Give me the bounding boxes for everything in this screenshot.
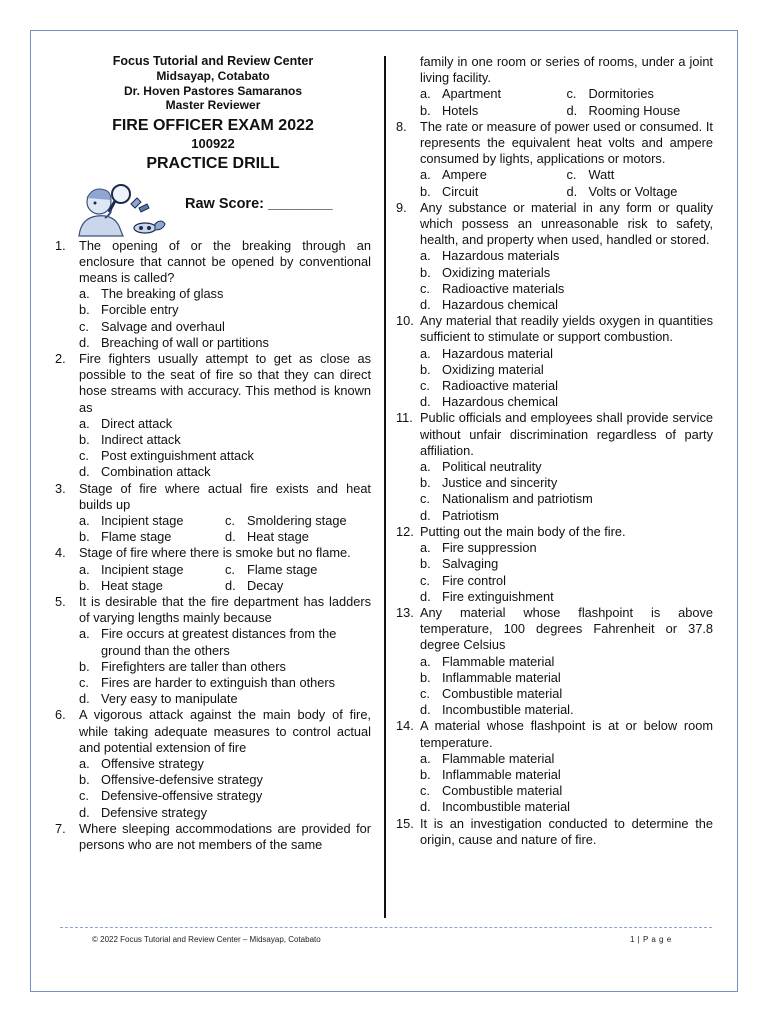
question-text: Public officials and employees shall provide service without unfair discrimination regardless of party affiliation. bbox=[420, 410, 713, 458]
option-a bbox=[420, 540, 713, 556]
option-letter: a. bbox=[420, 540, 431, 556]
option-row bbox=[420, 86, 713, 102]
option-text: Dormitories bbox=[588, 86, 654, 102]
option-a bbox=[79, 562, 225, 578]
option-text: Incipient stage bbox=[101, 512, 184, 528]
question-3 bbox=[55, 481, 371, 513]
option-d bbox=[79, 805, 371, 821]
option-a bbox=[420, 654, 713, 670]
org-name: Focus Tutorial and Review Center bbox=[112, 54, 314, 68]
question-7 bbox=[55, 821, 371, 853]
option-letter: d. bbox=[420, 799, 431, 815]
option-letter: d. bbox=[420, 394, 431, 410]
question-list-right bbox=[396, 54, 713, 848]
option-letter: c. bbox=[79, 448, 89, 464]
option-letter: a. bbox=[79, 512, 90, 528]
question-1 bbox=[55, 238, 371, 287]
option-text: Breaching of wall or partitions bbox=[101, 334, 269, 350]
question-text: family in one room or series of rooms, under a joint living facility. bbox=[420, 54, 713, 86]
option-letter: c. bbox=[79, 788, 89, 804]
option-letter: c. bbox=[420, 491, 430, 507]
question-4 bbox=[55, 545, 371, 561]
option-c bbox=[567, 167, 714, 183]
question-12-options bbox=[420, 540, 713, 605]
option-text: Firefighters are taller than others bbox=[101, 658, 286, 674]
question-number: 8. bbox=[396, 118, 407, 134]
option-text: Incipient stage bbox=[101, 561, 184, 577]
option-text: Ampere bbox=[442, 167, 487, 183]
option-text: Rooming House bbox=[588, 102, 681, 118]
question-number: 4. bbox=[55, 545, 66, 561]
option-b bbox=[420, 670, 713, 686]
question-number: 5. bbox=[55, 593, 66, 609]
option-text: Fires are harder to extinguish than others bbox=[101, 674, 336, 690]
option-letter: d. bbox=[79, 691, 90, 707]
option-text: Flame stage bbox=[101, 529, 172, 545]
option-b bbox=[420, 184, 567, 200]
option-b bbox=[79, 578, 225, 594]
option-c bbox=[79, 788, 371, 804]
option-text: Direct attack bbox=[101, 415, 173, 431]
question-text: Stage of fire where there is smoke but no flame. bbox=[79, 545, 351, 561]
option-c bbox=[420, 783, 713, 799]
option-text: Salvaging bbox=[442, 556, 499, 572]
option-a bbox=[79, 756, 371, 772]
option-letter: d. bbox=[420, 702, 431, 718]
option-letter: b. bbox=[79, 529, 90, 545]
option-d bbox=[420, 297, 713, 313]
option-text: Hazardous chemical bbox=[442, 394, 558, 410]
question-text: Any substance or material in any form or quality which possess an unreasonable risk to safety, health, and property when used, handled or stored. bbox=[420, 199, 713, 248]
option-letter: d. bbox=[566, 102, 578, 118]
option-a bbox=[420, 346, 713, 362]
footer-divider bbox=[60, 927, 712, 928]
option-letter: c. bbox=[79, 318, 89, 334]
option-text: Incombustible material. bbox=[442, 702, 574, 718]
score-row bbox=[55, 176, 371, 238]
option-letter: b. bbox=[420, 264, 431, 280]
question-6 bbox=[55, 707, 371, 756]
option-letter: c. bbox=[225, 561, 235, 577]
question-text: Putting out the main body of the fire. bbox=[420, 523, 626, 539]
option-text: Volts or Voltage bbox=[588, 183, 678, 199]
reviewer-name: Dr. Hoven Pastores Samaranos bbox=[123, 83, 303, 98]
option-d bbox=[420, 508, 713, 524]
option-text: Post extinguishment attack bbox=[101, 448, 254, 464]
option-c bbox=[225, 562, 371, 578]
option-c bbox=[79, 319, 371, 335]
option-text: Fire suppression bbox=[442, 540, 537, 556]
option-b bbox=[420, 556, 713, 572]
option-text: Heat stage bbox=[247, 529, 309, 545]
option-row bbox=[79, 513, 371, 529]
option-text: Combustible material bbox=[442, 783, 563, 799]
option-letter: b. bbox=[79, 772, 90, 788]
question-11 bbox=[396, 410, 713, 459]
question-text: The opening of or the breaking through an enclosure that cannot be opened by conventional means is called? bbox=[79, 237, 371, 285]
option-letter: a. bbox=[420, 86, 431, 102]
option-row bbox=[420, 167, 713, 183]
column-divider bbox=[384, 56, 386, 918]
option-letter: d. bbox=[79, 464, 90, 480]
question-number: 1. bbox=[55, 237, 66, 253]
option-letter: b. bbox=[79, 577, 90, 593]
question-text: Stage of fire where actual fire exists and heat builds up bbox=[79, 480, 371, 512]
question-2-options bbox=[79, 416, 371, 481]
document-header bbox=[55, 54, 371, 174]
option-letter: a. bbox=[420, 750, 431, 766]
option-c bbox=[79, 448, 371, 464]
option-text: Smoldering stage bbox=[247, 512, 347, 528]
option-text: Fire occurs at greatest distances from the ground than the others bbox=[101, 626, 337, 658]
option-letter: d. bbox=[225, 577, 236, 593]
option-text: Incombustible material bbox=[442, 799, 571, 815]
option-letter: a. bbox=[79, 626, 90, 642]
question-number: 14. bbox=[396, 718, 414, 734]
option-text: Hazardous chemical bbox=[442, 297, 558, 313]
option-letter: d. bbox=[420, 507, 431, 523]
question-3-options bbox=[79, 513, 371, 545]
detective-mascot-icon bbox=[69, 178, 181, 238]
option-letter: d. bbox=[225, 529, 236, 545]
question-number: 11. bbox=[396, 410, 413, 426]
option-text: Fire extinguishment bbox=[442, 588, 554, 604]
option-c bbox=[420, 281, 713, 297]
option-text: Combination attack bbox=[101, 464, 211, 480]
option-d bbox=[225, 529, 371, 545]
option-letter: c. bbox=[420, 572, 430, 588]
option-text: Flammable material bbox=[442, 750, 555, 766]
question-number: 15. bbox=[396, 815, 414, 831]
option-text: Hazardous materials bbox=[442, 248, 560, 264]
option-text: Fire control bbox=[442, 572, 507, 588]
question-number: 3. bbox=[55, 480, 66, 496]
question-text: Fire fighters usually attempt to get as close as possible to the seat of fire so that they can direct hose streams with accuracy. This method is known as bbox=[79, 350, 371, 415]
option-a bbox=[79, 416, 371, 432]
option-text: Oxidizing material bbox=[442, 361, 544, 377]
question-text: A vigorous attack against the main body of fire, while taking adequate measures to control actual and potential extension of fire bbox=[79, 707, 371, 755]
option-letter: b. bbox=[420, 475, 431, 491]
option-letter: d. bbox=[79, 804, 90, 820]
option-row bbox=[79, 562, 371, 578]
option-text: Salvage and overhaul bbox=[101, 318, 225, 334]
question-12 bbox=[396, 524, 713, 540]
question-4-options bbox=[79, 562, 371, 594]
question-text: It is desirable that the fire department has ladders of varying lengths mainly because bbox=[79, 593, 371, 626]
question-number: 2. bbox=[55, 350, 66, 366]
option-text: Offensive-defensive strategy bbox=[101, 772, 263, 788]
drill-title: PRACTICE DRILL bbox=[146, 154, 280, 172]
option-letter: a. bbox=[420, 459, 431, 475]
option-text: Watt bbox=[588, 167, 615, 183]
option-text: Circuit bbox=[442, 183, 479, 199]
question-1-options bbox=[79, 286, 371, 351]
question-13-options bbox=[420, 654, 713, 719]
option-letter: a. bbox=[420, 167, 431, 183]
option-letter: b. bbox=[420, 183, 431, 199]
question-text: Any material that readily yields oxygen in quantities sufficient to stimulate or support combustion. bbox=[420, 313, 713, 345]
option-letter: d. bbox=[420, 297, 431, 313]
question-5-options bbox=[79, 626, 371, 707]
option-text: Defensive strategy bbox=[101, 804, 207, 820]
option-b bbox=[420, 265, 713, 281]
option-letter: b. bbox=[420, 102, 431, 118]
option-letter: b. bbox=[79, 658, 90, 674]
option-text: Oxidizing materials bbox=[442, 264, 551, 280]
question-2 bbox=[55, 351, 371, 416]
option-c bbox=[225, 513, 371, 529]
question-13 bbox=[396, 605, 713, 654]
option-text: Hotels bbox=[442, 102, 479, 118]
option-letter: a. bbox=[79, 415, 90, 431]
option-text: Apartment bbox=[442, 86, 502, 102]
question-11-options bbox=[420, 459, 713, 524]
question-list-left bbox=[55, 238, 371, 854]
option-c bbox=[420, 378, 713, 394]
option-d bbox=[420, 799, 713, 815]
question-number: 12. bbox=[396, 523, 414, 539]
question-8 bbox=[396, 119, 713, 168]
option-letter: c. bbox=[566, 86, 577, 102]
option-text: Combustible material bbox=[442, 685, 563, 701]
option-a bbox=[420, 751, 713, 767]
option-letter: c. bbox=[420, 685, 430, 701]
option-a bbox=[79, 286, 371, 302]
option-row bbox=[420, 103, 713, 119]
option-text: Heat stage bbox=[101, 577, 163, 593]
option-text: Flame stage bbox=[247, 561, 318, 577]
option-letter: b. bbox=[420, 669, 431, 685]
option-text: Indirect attack bbox=[101, 431, 181, 447]
option-d bbox=[225, 578, 371, 594]
option-letter: b. bbox=[420, 766, 431, 782]
option-letter: b. bbox=[79, 302, 90, 318]
question-7-continued bbox=[396, 54, 713, 86]
option-a bbox=[79, 626, 371, 658]
option-text: Forcible entry bbox=[101, 302, 179, 318]
question-10 bbox=[396, 313, 713, 345]
option-d bbox=[420, 702, 713, 718]
option-letter: a. bbox=[420, 653, 431, 669]
option-d bbox=[79, 464, 371, 480]
question-text: The rate or measure of power used or consumed. It represents the equivalent heat volts and ampere consumed by lights, applications or motors. bbox=[420, 118, 713, 167]
option-b bbox=[79, 302, 371, 318]
left-column bbox=[55, 54, 371, 853]
option-a bbox=[420, 248, 713, 264]
option-text: Radioactive materials bbox=[442, 280, 565, 296]
option-letter: d. bbox=[420, 588, 431, 604]
question-9 bbox=[396, 200, 713, 249]
option-text: The breaking of glass bbox=[101, 286, 224, 302]
question-number: 9. bbox=[396, 199, 407, 215]
option-text: Very easy to manipulate bbox=[101, 691, 238, 707]
question-number: 7. bbox=[55, 820, 66, 836]
option-letter: d. bbox=[566, 183, 578, 199]
option-b bbox=[420, 475, 713, 491]
question-text: A material whose flashpoint is at or below room temperature. bbox=[420, 718, 713, 750]
option-a bbox=[420, 459, 713, 475]
option-letter: b. bbox=[79, 431, 90, 447]
question-number: 13. bbox=[396, 604, 414, 620]
option-letter: c. bbox=[566, 167, 577, 183]
question-9-options bbox=[420, 248, 713, 313]
option-row bbox=[79, 529, 371, 545]
option-letter: c. bbox=[79, 674, 89, 690]
option-d bbox=[79, 691, 371, 707]
option-letter: c. bbox=[225, 512, 235, 528]
option-letter: c. bbox=[420, 783, 430, 799]
question-text: Where sleeping accommodations are provided for persons who are not members of the same bbox=[79, 820, 371, 853]
option-text: Radioactive material bbox=[442, 378, 558, 394]
option-c bbox=[420, 491, 713, 507]
option-text: Inflammable material bbox=[442, 766, 561, 782]
option-text: Patriotism bbox=[442, 507, 499, 523]
option-b bbox=[79, 529, 225, 545]
option-text: Decay bbox=[247, 577, 284, 593]
question-15 bbox=[396, 816, 713, 848]
option-b bbox=[79, 659, 371, 675]
option-letter: a. bbox=[420, 248, 431, 264]
option-d bbox=[567, 184, 714, 200]
exam-title: FIRE OFFICER EXAM 2022 bbox=[112, 116, 314, 134]
option-letter: a. bbox=[420, 345, 431, 361]
option-text: Defensive-offensive strategy bbox=[101, 788, 263, 804]
option-text: Justice and sincerity bbox=[442, 475, 558, 491]
option-c bbox=[79, 675, 371, 691]
option-letter: c. bbox=[420, 280, 430, 296]
org-location: Midsayap, Cotabato bbox=[156, 69, 270, 83]
question-text: Any material whose flashpoint is above temperature, 100 degrees Fahrenheit or 37.8 degree Celsius bbox=[420, 604, 713, 653]
option-letter: a. bbox=[79, 756, 90, 771]
option-b bbox=[79, 432, 371, 448]
question-14-options bbox=[420, 751, 713, 816]
option-c bbox=[420, 686, 713, 702]
question-number: 10. bbox=[396, 313, 414, 329]
option-b bbox=[79, 772, 371, 788]
option-text: Inflammable material bbox=[442, 669, 561, 685]
option-text: Offensive strategy bbox=[101, 756, 204, 771]
question-10-options bbox=[420, 346, 713, 411]
question-number: 6. bbox=[55, 707, 66, 723]
option-letter: c. bbox=[420, 378, 430, 394]
page-number: 1 | P a g e bbox=[630, 935, 672, 944]
question-6-options bbox=[79, 756, 371, 821]
right-column bbox=[396, 54, 713, 848]
option-b bbox=[420, 362, 713, 378]
option-row bbox=[79, 578, 371, 594]
option-text: Hazardous material bbox=[442, 345, 553, 361]
option-row bbox=[420, 184, 713, 200]
option-d bbox=[420, 394, 713, 410]
option-c bbox=[420, 573, 713, 589]
option-d bbox=[420, 589, 713, 605]
option-text: Nationalism and patriotism bbox=[442, 491, 593, 507]
reviewer-title: Master Reviewer bbox=[165, 98, 261, 112]
option-d bbox=[79, 335, 371, 351]
raw-score-label: Raw Score: ________ bbox=[185, 195, 333, 212]
option-letter: a. bbox=[79, 561, 90, 577]
option-text: Flammable material bbox=[442, 653, 555, 669]
question-14 bbox=[396, 718, 713, 750]
option-letter: a. bbox=[79, 286, 90, 302]
option-a bbox=[420, 167, 567, 183]
question-text: It is an investigation conducted to determine the origin, cause and nature of fire. bbox=[420, 815, 713, 847]
option-a bbox=[79, 513, 225, 529]
option-b bbox=[420, 767, 713, 783]
footer-copyright: © 2022 Focus Tutorial and Review Center – Midsayap, Cotabato bbox=[92, 935, 321, 944]
question-7-options bbox=[420, 86, 713, 118]
option-letter: b. bbox=[420, 361, 431, 377]
option-letter: b. bbox=[420, 556, 431, 572]
exam-code: 100922 bbox=[191, 135, 235, 151]
question-8-options bbox=[420, 167, 713, 199]
question-5 bbox=[55, 594, 371, 626]
option-text: Political neutrality bbox=[442, 459, 542, 475]
option-letter: d. bbox=[79, 334, 90, 350]
